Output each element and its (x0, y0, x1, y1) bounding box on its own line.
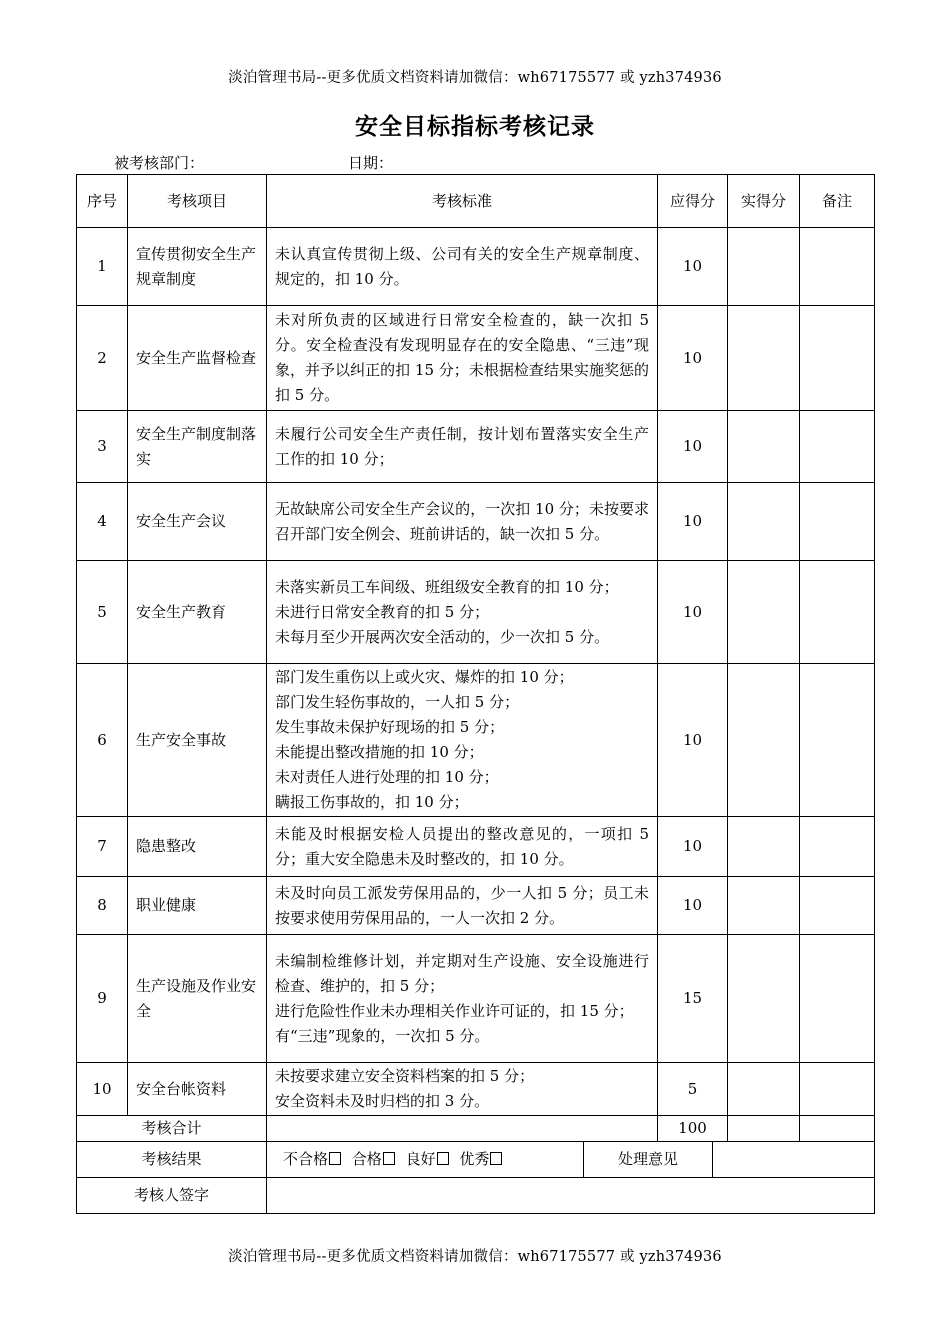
total-remark-cell[interactable] (800, 1116, 875, 1142)
row-remark[interactable] (800, 817, 875, 877)
header-row (77, 175, 875, 228)
row-item: 安全生产监督检查 (128, 306, 267, 411)
total-row (77, 1116, 875, 1142)
row-no: 9 (77, 935, 128, 1063)
row-remark[interactable] (800, 935, 875, 1063)
row-item: 生产设施及作业安全 (128, 935, 267, 1063)
standard-line: 部门发生重伤以上或火灾、爆炸的扣 10 分； (275, 668, 574, 686)
row-standard (267, 877, 658, 935)
col-header-score-actual: 实得分 (728, 175, 800, 228)
dept-label: 被考核部门： (114, 154, 205, 172)
row-score-due: 10 (658, 877, 728, 935)
col-header-no: 序号 (77, 175, 128, 228)
standard-line: 有“三违”现象的，一次扣 5 分。 (275, 1026, 490, 1045)
option-qualified[interactable]: 合格 (352, 1150, 395, 1168)
standard-line: 安全资料未及时归档的扣 3 分。 (275, 1092, 490, 1110)
row-no: 4 (77, 483, 128, 561)
row-remark[interactable] (800, 877, 875, 935)
row-standard (267, 306, 658, 411)
row-item: 生产安全事故 (128, 664, 267, 817)
row-standard (267, 561, 658, 664)
standard-line: 未落实新员工车间级、班组级安全教育的扣 10 分； (275, 577, 619, 596)
row-standard (267, 817, 658, 877)
total-actual-cell[interactable] (728, 1116, 800, 1142)
row-standard (267, 483, 658, 561)
row-score-due: 10 (658, 306, 728, 411)
row-item: 隐患整改 (128, 817, 267, 877)
date-label: 日期： (348, 154, 394, 172)
row-score-actual[interactable] (728, 664, 800, 817)
row-remark[interactable] (800, 306, 875, 411)
col-header-remark: 备注 (800, 175, 875, 228)
row-item: 安全生产会议 (128, 483, 267, 561)
row-score-actual[interactable] (728, 228, 800, 306)
signature-row (77, 1178, 875, 1214)
standard-line: 未对责任人进行处理的扣 10 分； (275, 768, 499, 786)
assessment-table (76, 174, 875, 1214)
row-score-due: 10 (658, 664, 728, 817)
standard-line: 未能提出整改措施的扣 10 分； (275, 743, 484, 761)
row-no: 3 (77, 411, 128, 483)
option-excellent[interactable]: 优秀 (459, 1150, 502, 1168)
standard-line: 未按要求建立安全资料档案的扣 5 分； (275, 1067, 535, 1085)
col-header-standard: 考核标准 (267, 175, 658, 228)
col-header-item: 考核项目 (128, 175, 267, 228)
table-row (77, 228, 875, 306)
row-remark[interactable] (800, 411, 875, 483)
result-label: 考核结果 (77, 1142, 267, 1178)
row-item: 安全台帐资料 (128, 1063, 267, 1116)
row-score-actual[interactable] (728, 1063, 800, 1116)
standard-line: 未进行日常安全教育的扣 5 分； (275, 602, 490, 621)
row-remark[interactable] (800, 664, 875, 817)
standard-line: 未能及时根据安检人员提出的整改意见的，一项扣 5 分；重大安全隐患未及时整改的，扣 10 分。 (275, 824, 649, 868)
row-remark[interactable] (800, 228, 875, 306)
row-no: 2 (77, 306, 128, 411)
table-row (77, 877, 875, 935)
row-no: 5 (77, 561, 128, 664)
checkbox-icon[interactable] (383, 1152, 395, 1165)
row-score-due: 5 (658, 1063, 728, 1116)
row-standard (267, 411, 658, 483)
total-standard-cell (267, 1116, 658, 1142)
standard-line: 进行危险性作业未办理相关作业许可证的，扣 15 分； (275, 1001, 634, 1020)
row-item: 安全生产教育 (128, 561, 267, 664)
standard-line: 未履行公司安全生产责任制，按计划布置落实安全生产工作的扣 10 分； (275, 424, 649, 468)
row-score-due: 10 (658, 483, 728, 561)
row-item: 职业健康 (128, 877, 267, 935)
standard-line: 未及时向员工派发劳保用品的，少一人扣 5 分；员工未按要求使用劳保用品的，一人一次扣 2 分。 (275, 883, 649, 927)
row-score-due: 10 (658, 561, 728, 664)
row-no: 10 (77, 1063, 128, 1116)
row-standard (267, 935, 658, 1063)
standard-line: 未对所负责的区域进行日常安全检查的，缺一次扣 5 分。安全检查没有发现明显存在的安全隐患、“三违”现象，并予以纠正的扣 15 分；未根据检查结果实施奖惩的扣 5 分。 (275, 311, 649, 404)
row-score-due: 10 (658, 817, 728, 877)
table-row (77, 817, 875, 877)
standard-line: 未每月至少开展两次安全活动的，少一次扣 5 分。 (275, 627, 610, 646)
opinion-field[interactable] (713, 1142, 874, 1177)
row-standard (267, 664, 658, 817)
standard-line: 发生事故未保护好现场的扣 5 分； (275, 718, 505, 736)
standard-line: 部门发生轻伤事故的，一人扣 5 分； (275, 693, 520, 711)
row-score-actual[interactable] (728, 817, 800, 877)
row-score-due: 15 (658, 935, 728, 1063)
page-title: 安全目标指标考核记录 (355, 113, 595, 140)
option-unqualified[interactable]: 不合格 (283, 1150, 341, 1168)
standard-line: 无故缺席公司安全生产会议的，一次扣 10 分；未按要求召开部门安全例会、班前讲话的，缺一次扣 5 分。 (275, 499, 649, 543)
row-score-actual[interactable] (728, 877, 800, 935)
total-score: 100 (658, 1116, 728, 1142)
row-score-due: 10 (658, 411, 728, 483)
row-no: 8 (77, 877, 128, 935)
row-item: 安全生产制度制落实 (128, 411, 267, 483)
row-remark[interactable] (800, 561, 875, 664)
row-score-actual[interactable] (728, 411, 800, 483)
footer-note: 淡泊管理书局--更多优质文档资料请加微信：wh67175577 或 yzh374936 (228, 1249, 722, 1265)
total-label: 考核合计 (77, 1116, 267, 1142)
row-item: 宣传贯彻安全生产规章制度 (128, 228, 267, 306)
row-remark[interactable] (800, 1063, 875, 1116)
row-score-actual[interactable] (728, 483, 800, 561)
option-good[interactable]: 良好 (406, 1150, 449, 1168)
signature-field[interactable] (267, 1178, 875, 1214)
row-standard (267, 1063, 658, 1116)
table-row (77, 664, 875, 817)
standard-line: 瞒报工伤事故的，扣 10 分； (275, 793, 469, 811)
table-row (77, 483, 875, 561)
row-score-actual[interactable] (728, 935, 800, 1063)
standard-line: 未认真宣传贯彻上级、公司有关的安全生产规章制度、规定的，扣 10 分。 (275, 244, 649, 288)
header-note: 淡泊管理书局--更多优质文档资料请加微信：wh67175577 或 yzh374936 (228, 70, 722, 86)
result-options (267, 1147, 583, 1172)
row-remark[interactable] (800, 483, 875, 561)
checkbox-icon[interactable] (437, 1152, 449, 1165)
table-row (77, 1063, 875, 1116)
row-no: 6 (77, 664, 128, 817)
row-no: 7 (77, 817, 128, 877)
row-standard (267, 228, 658, 306)
row-score-actual[interactable] (728, 561, 800, 664)
row-score-due: 10 (658, 228, 728, 306)
table-row (77, 411, 875, 483)
row-no: 1 (77, 228, 128, 306)
signature-label: 考核人签字 (77, 1178, 267, 1214)
row-score-actual[interactable] (728, 306, 800, 411)
result-row (77, 1142, 875, 1178)
standard-line: 未编制检维修计划，并定期对生产设施、安全设施进行检查、维护的，扣 5 分； (275, 951, 649, 995)
col-header-score-due: 应得分 (658, 175, 728, 228)
table-row (77, 561, 875, 664)
opinion-label: 处理意见 (583, 1142, 713, 1177)
table-row (77, 306, 875, 411)
checkbox-icon[interactable] (490, 1152, 502, 1165)
table-row (77, 935, 875, 1063)
checkbox-icon[interactable] (329, 1152, 341, 1165)
